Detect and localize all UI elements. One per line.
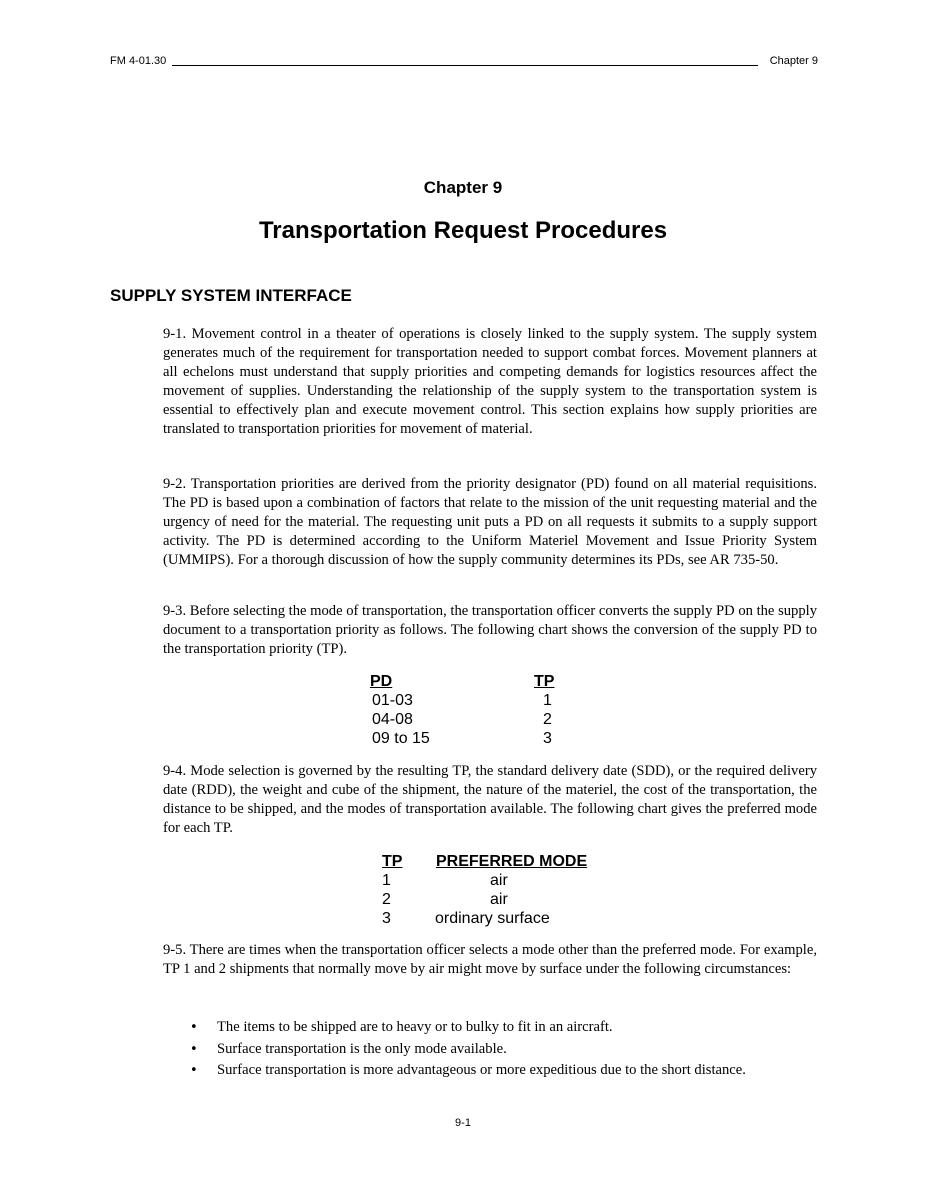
list-item — [190, 1017, 830, 1039]
tp-to-mode-table — [370, 852, 610, 932]
table-cell: 09 to 15 — [372, 730, 430, 747]
pd-to-tp-table — [360, 672, 560, 752]
paragraph-9-5: 9-5. There are times when the transportation officer selects a mode other than the preferred mode. For example, TP 1 and 2 shipments that normally move by air might move by surface under the following circumstances: — [163, 942, 817, 977]
table-cell: 01-03 — [372, 692, 413, 709]
header-chapter: Chapter 9 — [769, 55, 818, 67]
list-item — [190, 1039, 830, 1061]
table-cell: 1 — [543, 692, 552, 709]
preferred-mode-column-header: PREFERRED MODE — [436, 853, 588, 870]
paragraph-9-2: 9-2. Transportation priorities are derived from the priority designator (PD) found on all material requisitions. The PD is based upon a combination of factors that relate to the mission of the unit requesting material and the urgency of need for the material. The requesting unit puts a PD on all requests it submits to a supply support activity. The PD is determined according to the Uniform Materiel Movement and Issue Priority System (UMMIPS). For a thorough discussion of how the supply community determines its PDs, see AR 735-50. — [163, 476, 817, 568]
table-cell: ordinary surface — [435, 910, 550, 927]
paragraph-9-3: 9-3. Before selecting the mode of transportation, the transportation officer converts the supply PD on the supply document to a transportation priority as follows. The following chart shows the conversion of the supply PD to the transportation priority (TP). — [163, 603, 817, 657]
paragraph-9-4: 9-4. Mode selection is governed by the resulting TP, the standard delivery date (SDD), or the required delivery date (RDD), the weight and cube of the shipment, the nature of the materiel, the cost of the transportation, the distance to be shipped, and the modes of transportation available. The following chart gives the preferred mode for each TP. — [163, 763, 817, 836]
bullet-icon: • — [190, 1020, 198, 1035]
tp-column-header: TP — [534, 673, 555, 690]
table-cell: 1 — [382, 872, 391, 889]
table-cell: 2 — [382, 891, 391, 908]
list-item-text: Surface transportation is the only mode available. — [217, 1040, 507, 1057]
table-cell: 2 — [543, 711, 552, 728]
chapter-number: Chapter 9 — [423, 178, 503, 197]
table-cell: 3 — [382, 910, 391, 927]
chapter-title: Transportation Request Procedures — [258, 217, 668, 244]
header-doc-id: FM 4-01.30 — [110, 55, 167, 67]
table-cell: air — [490, 891, 508, 908]
page-number: 9-1 — [455, 1117, 471, 1129]
table-cell: 04-08 — [372, 711, 413, 728]
list-item-text: Surface transportation is more advantageous or more expeditious due to the short distance. — [217, 1062, 746, 1078]
circumstances-list — [190, 1017, 830, 1082]
table-cell: air — [490, 872, 508, 889]
list-item — [190, 1060, 830, 1082]
pd-column-header: PD — [370, 673, 393, 690]
header-rule — [172, 65, 758, 66]
list-item-text: The items to be shipped are to heavy or to bulky to fit in an aircraft. — [217, 1019, 613, 1035]
running-header — [110, 54, 818, 68]
bullet-icon: • — [190, 1041, 198, 1057]
section-heading: SUPPLY SYSTEM INTERFACE — [110, 286, 352, 305]
bullet-icon: • — [190, 1063, 198, 1078]
table-cell: 3 — [543, 730, 552, 747]
paragraph-9-1: 9-1. Movement control in a theater of operations is closely linked to the supply system. The supply system generates much of the requirement for transportation needed to support combat forces. Movement planners at all echelons must understand that supply priorities and competing demands for logistics resources affect the movement of supplies. Understanding the relationship of the supply system to the transportation system is essential to effectively plan and execute movement control. This section explains how supply priorities are translated to transportation priorities for movement of material. — [163, 326, 817, 437]
tp-column-header: TP — [382, 853, 403, 870]
